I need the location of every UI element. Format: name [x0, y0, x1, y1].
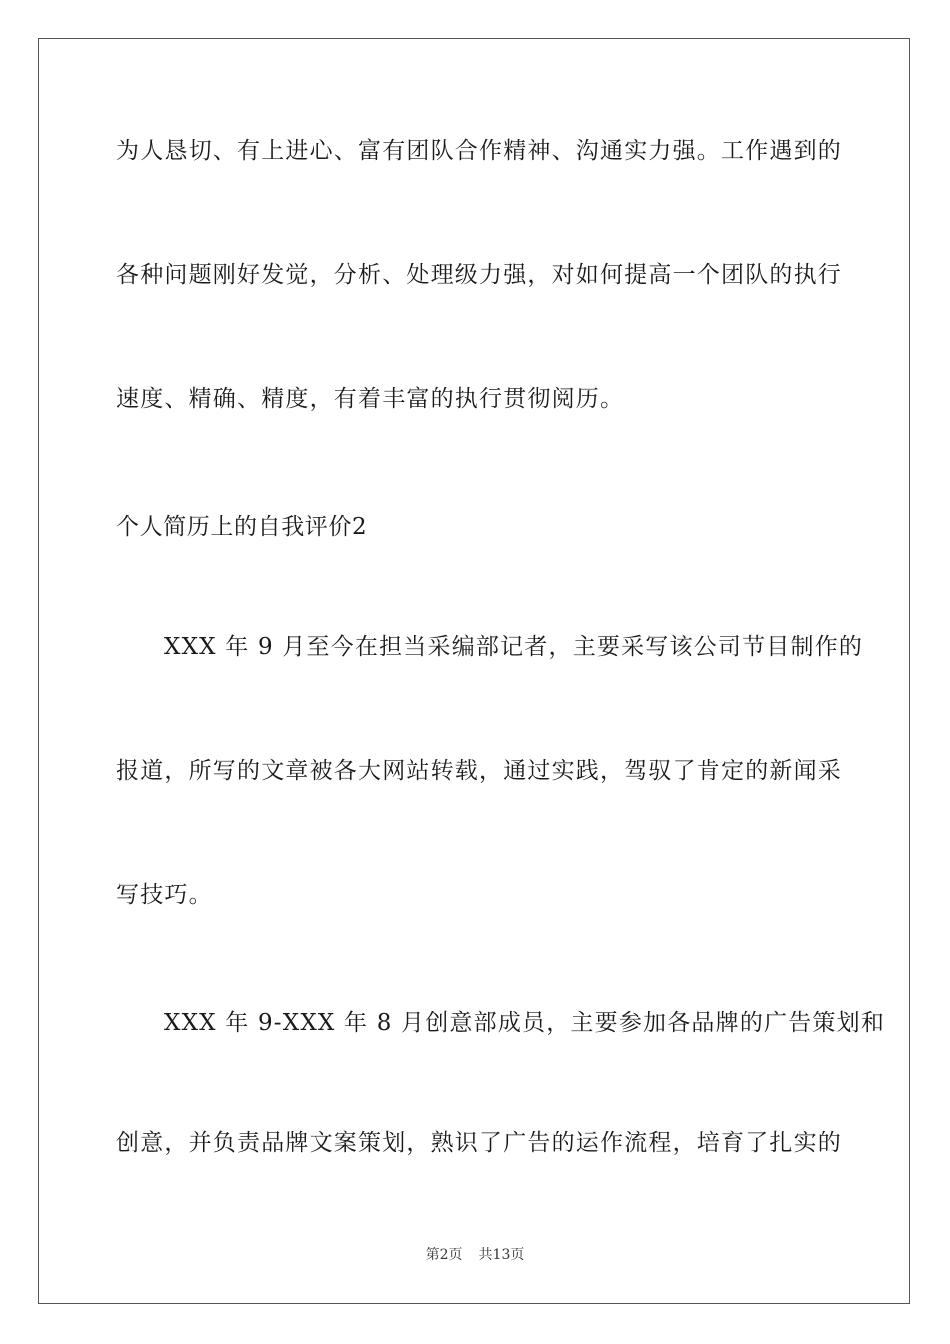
body-line-4: XXX 年 9 月至今在担当采编部记者，主要采写该公司节目制作的: [164, 634, 864, 660]
body-line-7: XXX 年 9-XXX 年 8 月创意部成员，主要参加各品牌的广告策划和: [164, 1010, 886, 1036]
body-line-2: 各种问题刚好发觉，分析、处理级力强，对如何提高一个团队的执行: [116, 262, 842, 288]
body-line-6: 写技巧。: [116, 882, 213, 908]
body-line-1: 为人恳切、有上进心、富有团队合作精神、沟通实力强。工作遇到的: [116, 138, 842, 164]
page-total: 共13页: [478, 1247, 525, 1263]
page-border: [38, 38, 910, 1304]
section-heading: 个人简历上的自我评价2: [116, 514, 368, 540]
body-line-3: 速度、精确、精度，有着丰富的执行贯彻阅历。: [116, 386, 625, 412]
body-line-8: 创意，并负责品牌文案策划，熟识了广告的运作流程，培育了扎实的: [116, 1130, 842, 1156]
page-number: 第2页: [425, 1247, 463, 1263]
page-footer: [0, 1245, 950, 1265]
body-line-5: 报道，所写的文章被各大网站转载，通过实践，驾驭了肯定的新闻采: [116, 758, 842, 784]
